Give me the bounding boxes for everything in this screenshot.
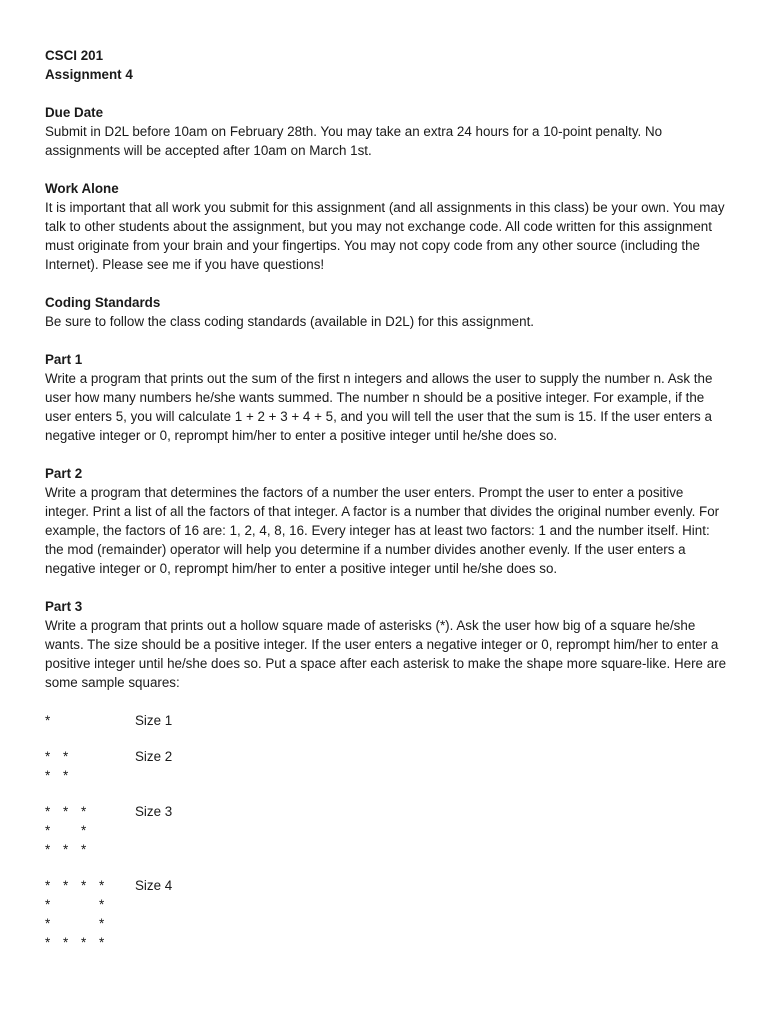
- sample-square-row: [45, 876, 728, 895]
- course-title: CSCI 201: [45, 48, 104, 63]
- part2-text: Write a program that determines the factors of a number the user enters. Prompt the user to enter a positive integer. Print a list of all the factors of that integer. A factor is a number that divides the original number evenly. For example, the factors of 16 are: 1, 2, 4, 8, 16. Every integer has at least two factors: 1 and the number itself. Hint: the mod (remainder) operator will help you determine if a number divides another evenly. If the user enters a negative integer or 0, reprompt him/her to enter a positive integer until he/she does so.: [45, 485, 720, 576]
- sample-square-row: [45, 821, 728, 840]
- asterisk: *: [63, 768, 69, 783]
- asterisk: *: [81, 804, 87, 819]
- asterisk: *: [45, 713, 51, 728]
- sample-size-label: Size 1: [135, 713, 173, 728]
- sample-square-size-4: [45, 876, 728, 952]
- asterisk: *: [45, 804, 51, 819]
- sample-square-row: [45, 933, 728, 952]
- part3-text: Write a program that prints out a hollow square made of asterisks (*). Ask the user how big of a square he/she wants. The size should be a positive integer. If the user enters a negative integer or 0, reprompt him/her to enter a positive integer until he/she does so. Put a space after each asterisk to make the shape more square-like. Here are some sample squares:: [45, 618, 727, 690]
- sample-square-row: [45, 747, 728, 766]
- sample-square-size-2: [45, 747, 728, 785]
- asterisk: *: [45, 768, 51, 783]
- asterisk: *: [81, 823, 87, 838]
- asterisk: *: [45, 842, 51, 857]
- due-date-heading: Due Date: [45, 105, 104, 120]
- work-alone-heading: Work Alone: [45, 181, 119, 196]
- asterisk: *: [99, 878, 105, 893]
- asterisk: *: [45, 897, 51, 912]
- sample-size-label: Size 3: [135, 804, 173, 819]
- sample-square-row: [45, 914, 728, 933]
- asterisk: *: [99, 897, 105, 912]
- asterisk: *: [63, 804, 69, 819]
- asterisk: *: [81, 935, 87, 950]
- asterisk: *: [45, 916, 51, 931]
- sample-square-row: [45, 895, 728, 914]
- sample-square-row: [45, 802, 728, 821]
- asterisk: *: [45, 749, 51, 764]
- sample-square-row: [45, 711, 728, 730]
- asterisk: *: [81, 878, 87, 893]
- asterisk: *: [99, 916, 105, 931]
- sample-square-size-3: [45, 802, 728, 859]
- sample-square-row: [45, 840, 728, 859]
- coding-standards-heading: Coding Standards: [45, 295, 161, 310]
- asterisk: *: [45, 878, 51, 893]
- asterisk: *: [63, 749, 69, 764]
- coding-standards-text: Be sure to follow the class coding standards (available in D2L) for this assignment.: [45, 314, 535, 329]
- asterisk: *: [99, 935, 105, 950]
- sample-squares: [45, 711, 728, 952]
- asterisk: *: [45, 935, 51, 950]
- asterisk: *: [63, 842, 69, 857]
- asterisk: *: [63, 935, 69, 950]
- asterisk: *: [45, 823, 51, 838]
- asterisk: *: [63, 878, 69, 893]
- part2-heading: Part 2: [45, 466, 83, 481]
- assignment-title: Assignment 4: [45, 67, 133, 82]
- sample-size-label: Size 4: [135, 878, 173, 893]
- work-alone-text: It is important that all work you submit for this assignment (and all assignments in this class) be your own. You may talk to other students about the assignment, but you may not exchange code. All code written for this assignment must originate from your brain and your fingertips. You may not copy code from any other source (including the Internet). Please see me if you have questions!: [45, 200, 725, 272]
- asterisk: *: [81, 842, 87, 857]
- sample-square-size-1: [45, 711, 728, 730]
- part1-heading: Part 1: [45, 352, 83, 367]
- sample-size-label: Size 2: [135, 749, 173, 764]
- part1-text: Write a program that prints out the sum of the first n integers and allows the user to supply the number n. Ask the user how many numbers he/she wants summed. The number n should be a positive integer. For example, if the user enters 5, you will calculate 1 + 2 + 3 + 4 + 5, and you will tell the user that the sum is 15. If the user enters a negative integer or 0, reprompt him/her to enter a positive integer until he/she does so.: [45, 371, 713, 443]
- part3-heading: Part 3: [45, 599, 83, 614]
- sample-square-row: [45, 766, 728, 785]
- due-date-text: Submit in D2L before 10am on February 28th. You may take an extra 24 hours for a 10-point penalty. No assignments will be accepted after 10am on March 1st.: [45, 124, 663, 158]
